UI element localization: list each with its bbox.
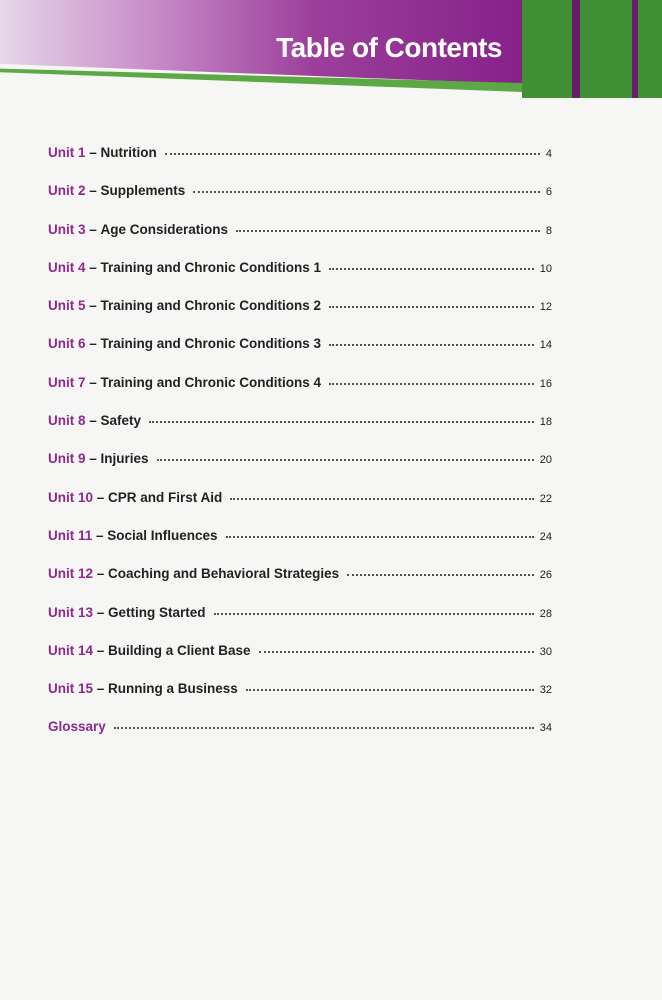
toc-separator: – (85, 145, 101, 160)
toc-separator: – (93, 681, 109, 697)
toc-unit-label: Unit 8 (48, 413, 86, 429)
toc-page-number: 12 (539, 301, 552, 314)
toc-dot-leader (329, 382, 534, 385)
toc-dot-leader (114, 726, 534, 729)
toc-separator: – (93, 489, 109, 505)
toc-separator: – (85, 451, 101, 467)
toc-page-number: 22 (539, 492, 552, 505)
toc-topic: Injuries (100, 451, 149, 467)
toc-topic: Social Influences (107, 527, 218, 543)
toc-dot-leader (236, 229, 540, 232)
toc-unit-label: Unit 5 (48, 298, 86, 314)
toc-entry[interactable] (48, 605, 552, 643)
toc-unit-label: Glossary (48, 719, 106, 735)
toc-separator: – (93, 604, 109, 620)
toc-topic: Training and Chronic Conditions 3 (100, 336, 322, 352)
toc-dot-leader (165, 152, 540, 155)
toc-topic: CPR and First Aid (108, 489, 223, 505)
toc-dot-leader (214, 612, 534, 615)
toc-separator: – (85, 259, 101, 275)
toc-entry[interactable] (48, 451, 552, 489)
toc-dot-leader (329, 343, 534, 346)
toc-dot-leader (193, 190, 540, 193)
toc-separator: – (85, 336, 101, 352)
toc-unit-label: Unit 14 (48, 642, 94, 658)
toc-entry[interactable] (48, 566, 552, 604)
toc-page-number: 14 (539, 339, 552, 352)
toc-topic: Age Considerations (100, 221, 229, 237)
decorative-bar (638, 0, 662, 98)
toc-page-number: 16 (539, 377, 552, 390)
toc-page-number: 10 (539, 262, 552, 275)
toc-unit-label: Unit 7 (48, 374, 86, 390)
decorative-bar (522, 0, 572, 98)
toc-unit-label: Unit 10 (48, 489, 94, 505)
toc-unit-label: Unit 1 (48, 145, 86, 160)
toc-topic: Nutrition (100, 145, 157, 160)
toc-unit-label: Unit 2 (48, 183, 86, 199)
toc-separator: – (85, 183, 101, 199)
toc-unit-label: Unit 4 (48, 259, 86, 275)
toc-page-number: 24 (539, 530, 552, 543)
toc-dot-leader (329, 305, 534, 308)
toc-topic: Safety (100, 413, 142, 429)
toc-separator: – (85, 413, 101, 429)
toc-page-number: 18 (539, 416, 552, 429)
toc-page-number: 20 (539, 454, 552, 467)
toc-entry[interactable] (48, 681, 552, 719)
toc-separator: – (93, 642, 109, 658)
toc-page-number: 6 (545, 186, 552, 199)
toc-topic: Building a Client Base (108, 642, 251, 658)
toc-unit-label: Unit 6 (48, 336, 86, 352)
toc-page-number: 4 (545, 148, 552, 160)
toc-topic: Getting Started (108, 604, 206, 620)
page-title: Table of Contents (276, 32, 502, 63)
decorative-bar (580, 0, 632, 98)
toc-unit-label: Unit 3 (48, 221, 86, 237)
toc-entry[interactable] (48, 413, 552, 451)
toc-unit-label: Unit 9 (48, 451, 86, 467)
toc-dot-leader (246, 688, 534, 691)
toc-page-number: 28 (539, 607, 552, 620)
toc-entry[interactable] (48, 336, 552, 374)
toc-unit-label: Unit 15 (48, 681, 94, 697)
toc-unit-label: Unit 11 (48, 527, 93, 543)
toc-entry[interactable] (48, 375, 552, 413)
toc-entry[interactable] (48, 145, 552, 183)
toc-separator: – (92, 527, 108, 543)
toc-topic: Training and Chronic Conditions 4 (100, 374, 322, 390)
toc-list (48, 145, 552, 758)
toc-entry[interactable] (48, 643, 552, 681)
toc-dot-leader (347, 573, 534, 576)
toc-unit-label: Unit 12 (48, 566, 94, 582)
toc-topic: Training and Chronic Conditions 2 (100, 298, 322, 314)
toc-entry[interactable] (48, 222, 552, 260)
toc-topic: Training and Chronic Conditions 1 (100, 259, 322, 275)
toc-separator: – (85, 374, 101, 390)
toc-page-number: 8 (545, 224, 552, 237)
toc-separator: – (93, 566, 109, 582)
toc-page-number: 30 (539, 645, 552, 658)
toc-page-number: 34 (539, 722, 552, 735)
toc-topic: Running a Business (108, 681, 238, 697)
toc-entry[interactable] (48, 183, 552, 221)
toc-dot-leader (157, 458, 534, 461)
toc-dot-leader (226, 535, 534, 538)
toc-entry[interactable] (48, 490, 552, 528)
toc-separator: – (85, 221, 101, 237)
toc-entry[interactable] (48, 528, 552, 566)
toc-dot-leader (230, 497, 533, 500)
toc-page-number: 32 (539, 684, 552, 697)
toc-entry[interactable] (48, 260, 552, 298)
toc-page-number: 26 (539, 569, 552, 582)
toc-topic: Supplements (100, 183, 186, 199)
toc-entry[interactable] (48, 719, 552, 757)
toc-separator: – (85, 298, 101, 314)
toc-topic: Coaching and Behavioral Strategies (108, 566, 340, 582)
toc-unit-label: Unit 13 (48, 604, 94, 620)
toc-dot-leader (149, 420, 534, 423)
toc-entry[interactable] (48, 298, 552, 336)
toc-dot-leader (329, 267, 534, 270)
decorative-bar-gap (572, 0, 580, 98)
toc-dot-leader (259, 650, 534, 653)
page-header (0, 0, 662, 100)
